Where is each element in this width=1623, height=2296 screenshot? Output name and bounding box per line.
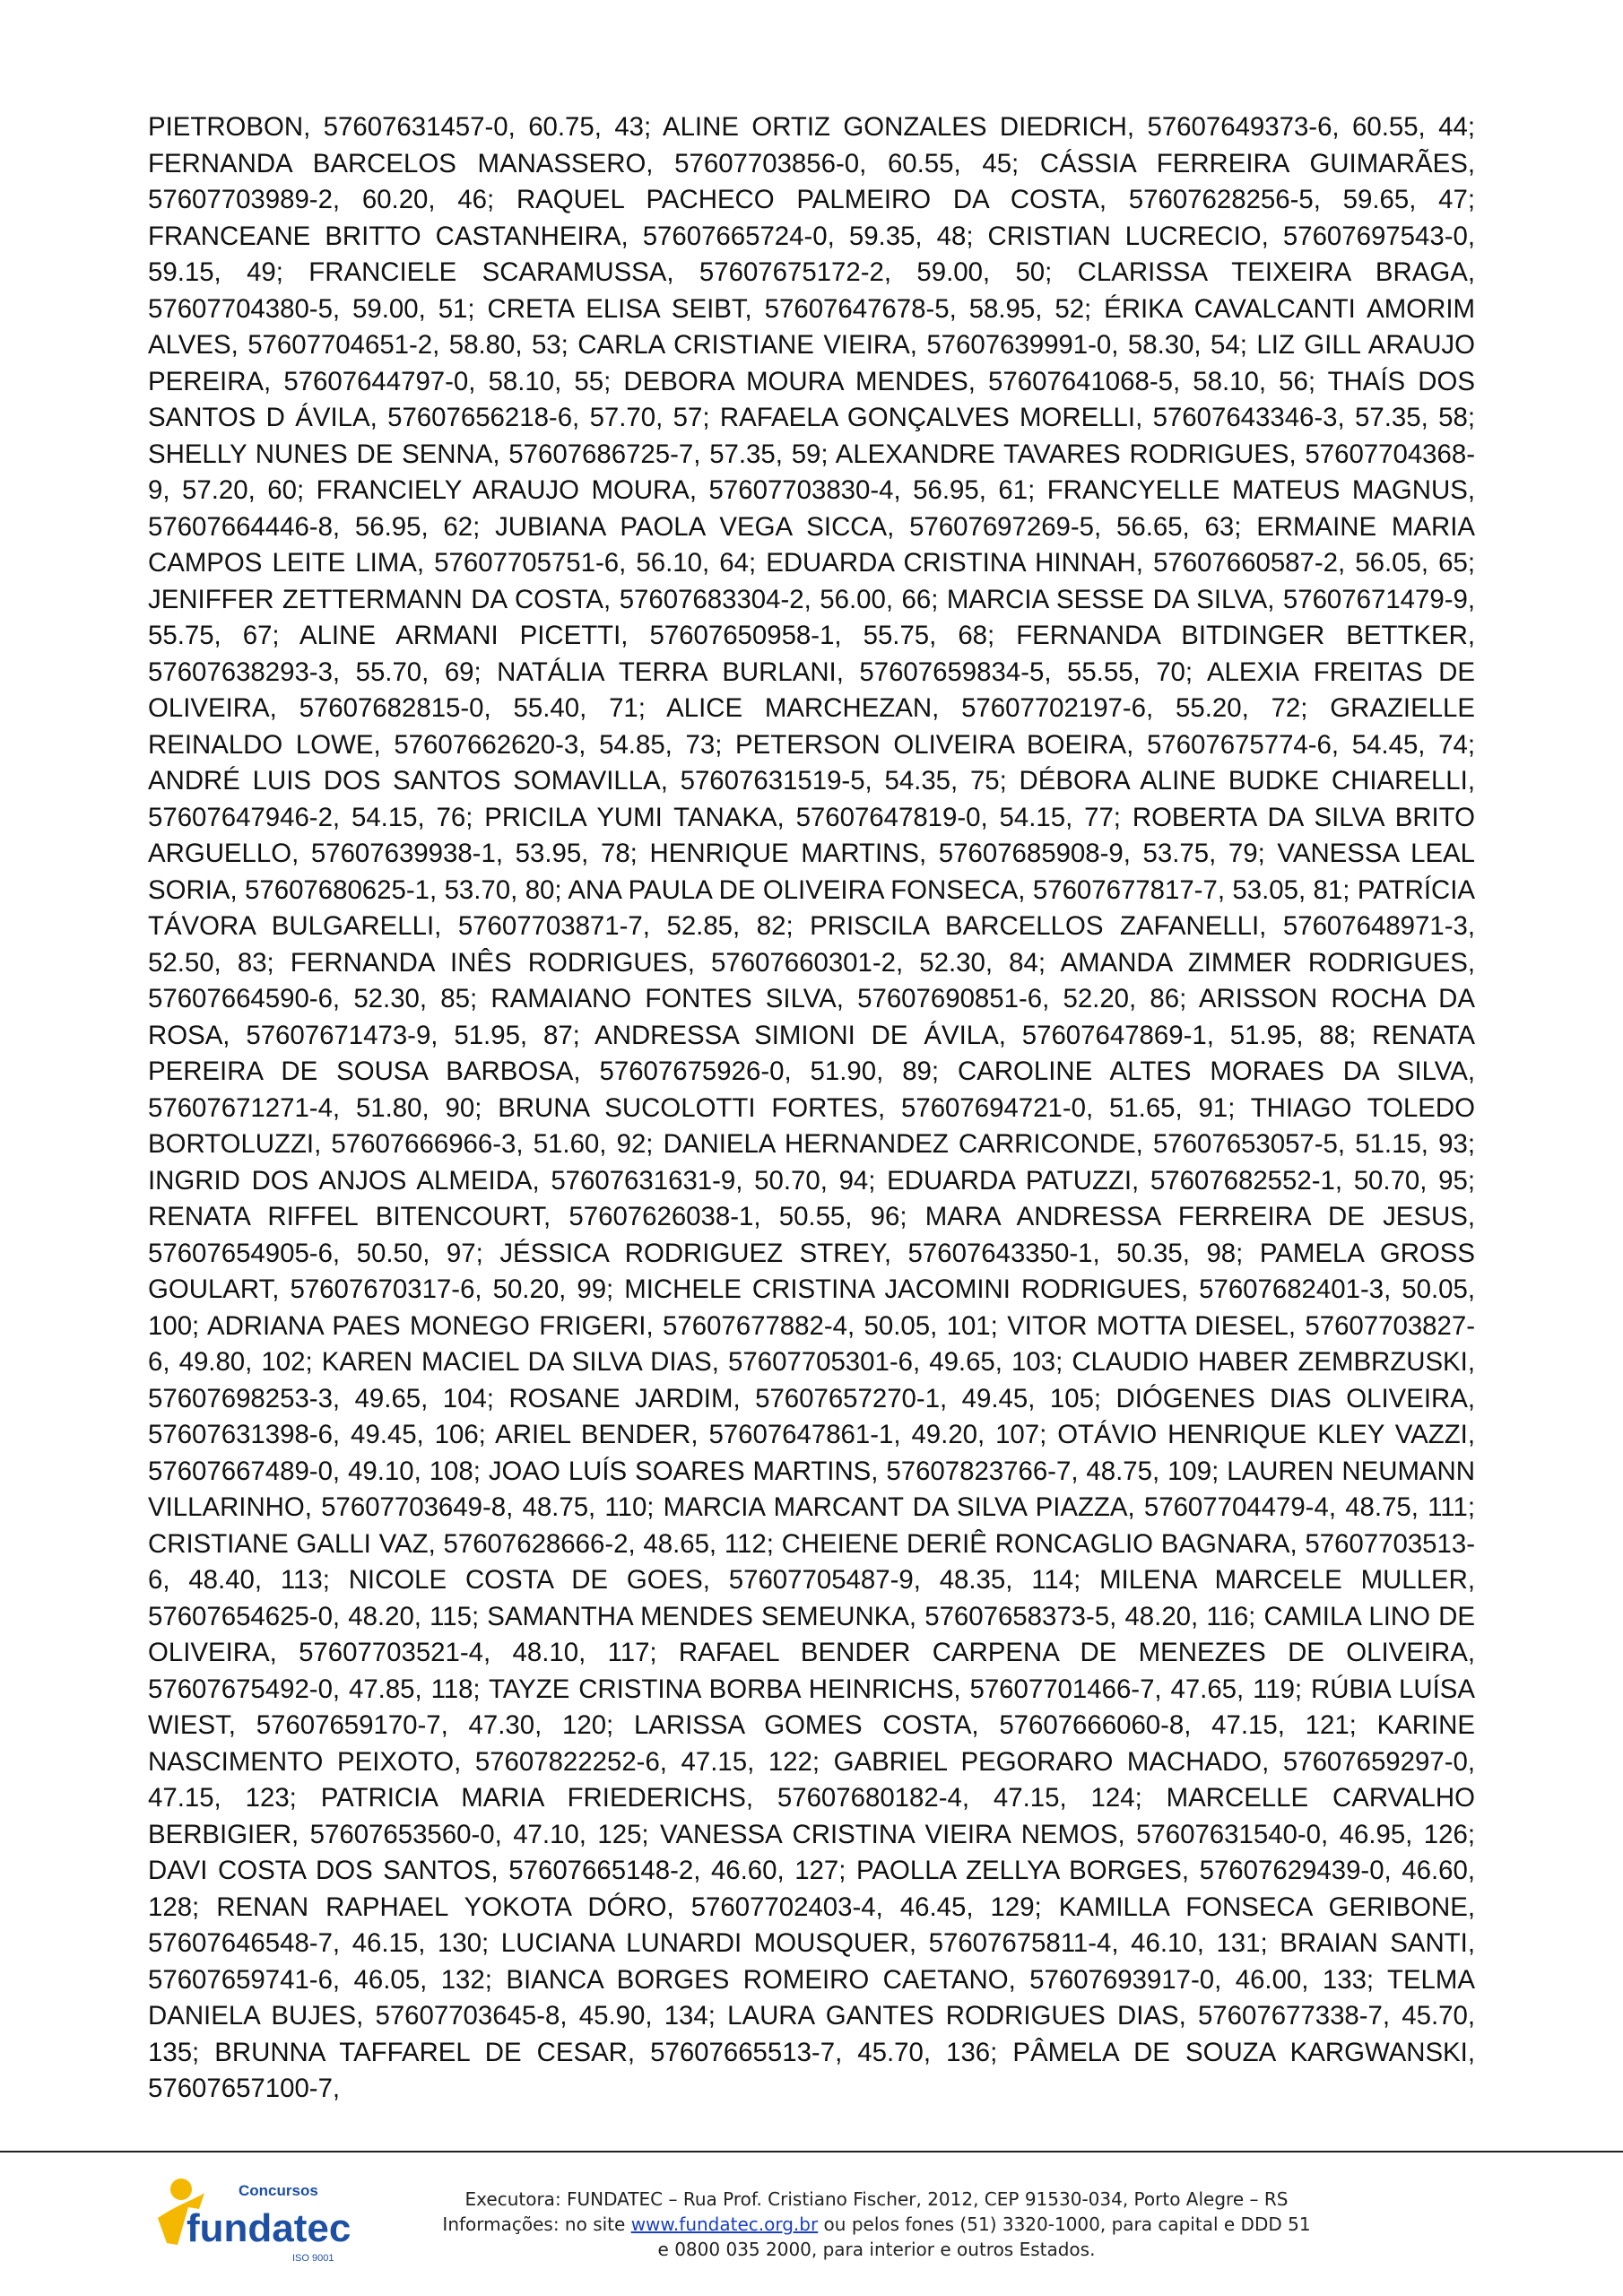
logo-brand-text: fundatec [187,2206,352,2250]
footer-info [377,2187,1376,2262]
footer-contact-prefix: Informações: no site [442,2213,631,2235]
logo-small-text: Concursos [239,2182,318,2199]
document-body [148,109,1475,2108]
fundatec-logo-icon [152,2166,359,2269]
footer-website-link[interactable]: www.fundatec.org.br [630,2213,819,2235]
footer-contact [377,2212,1376,2237]
results-paragraph: PIETROBON, 57607631457-0, 60.75, 43; ALINE ORTIZ GONZALES DIEDRICH, 57607649373-6, 60.55, 44; FERNANDA BARCELOS MANASSERO, 57607703856-0, 60.55, 45; CÁSSIA FERREIRA GUIMARÃES, 57607703989-2, 60.20, 46; RAQUEL PACHECO PALMEIRO DA COSTA, 57607628256-5, 59.65, 47; FRANCEANE BRITTO CASTANHEIRA, 57607665724-0, 59.35, 48; CRISTIAN LUCRECIO, 57607697543-0, 59.15, 49; FRANCIELE SCARAMUSSA, 57607675172-2, 59.00, 50; CLARISSA TEIXEIRA BRAGA, 57607704380-5, 59.00, 51; CRETA ELISA SEIBT, 57607647678-5, 58.95, 52; ÉRIKA CAVALCANTI AMORIM ALVES, 57607704651-2, 58.80, 53; CARLA CRISTIANE VIEIRA, 57607639991-0, 58.30, 54; LIZ GILL ARAUJO PEREIRA, 57607644797-0, 58.10, 55; DEBORA MOURA MENDES, 57607641068-5, 58.10, 56; THAÍS DOS SANTOS D ÁVILA, 57607656218-6, 57.70, 57; RAFAELA GONÇALVES MORELLI, 57607643346-3, 57.35, 58; SHELLY NUNES DE SENNA, 57607686725-7, 57.35, 59; ALEXANDRE TAVARES RODRIGUES, 57607704368-9, 57.20, 60; FRANCIELY ARAUJO MOURA, 57607703830-4, 56.95, 61; FRANCYELLE MATEUS MAGNUS, 57607664446-8, 56.95, 62; JUBIANA PAOLA VEGA SICCA, 57607697269-5, 56.65, 63; ERMAINE MARIA CAMPOS LEITE LIMA, 57607705751-6, 56.10, 64; EDUARDA CRISTINA HINNAH, 57607660587-2, 56.05, 65; JENIFFER ZETTERMANN DA COSTA, 57607683304-2, 56.00, 66; MARCIA SESSE DA SILVA, 57607671479-9, 55.75, 67; ALINE ARMANI PICETTI, 57607650958-1, 55.75, 68; FERNANDA BITDINGER BETTKER, 57607638293-3, 55.70, 69; NATÁLIA TERRA BURLANI, 57607659834-5, 55.55, 70; ALEXIA FREITAS DE OLIVEIRA, 57607682815-0, 55.40, 71; ALICE MARCHEZAN, 57607702197-6, 55.20, 72; GRAZIELLE REINALDO LOWE, 57607662620-3, 54.85, 73; PETERSON OLIVEIRA BOEIRA, 57607675774-6, 54.45, 74; ANDRÉ LUIS DOS SANTOS SOMAVILLA, 57607631519-5, 54.35, 75; DÉBORA ALINE BUDKE CHIARELLI, 57607647946-2, 54.15, 76; PRICILA YUMI TANAKA, 57607647819-0, 54.15, 77; ROBERTA DA SILVA BRITO ARGUELLO, 57607639938-1, 53.95, 78; HENRIQUE MARTINS, 57607685908-9, 53.75, 79; VANESSA LEAL SORIA, 57607680625-1, 53.70, 80; ANA PAULA DE OLIVEIRA FONSECA, 57607677817-7, 53.05, 81; PATRÍCIA TÁVORA BULGARELLI, 57607703871-7, 52.85, 82; PRISCILA BARCELLOS ZAFANELLI, 57607648971-3, 52.50, 83; FERNANDA INÊS RODRIGUES, 57607660301-2, 52.30, 84; AMANDA ZIMMER RODRIGUES, 57607664590-6, 52.30, 85; RAMAIANO FONTES SILVA, 57607690851-6, 52.20, 86; ARISSON ROCHA DA ROSA, 57607671473-9, 51.95, 87; ANDRESSA SIMIONI DE ÁVILA, 57607647869-1, 51.95, 88; RENATA PEREIRA DE SOUSA BARBOSA, 57607675926-0, 51.90, 89; CAROLINE ALTES MORAES DA SILVA, 57607671271-4, 51.80, 90; BRUNA SUCOLOTTI FORTES, 57607694721-0, 51.65, 91; THIAGO TOLEDO BORTOLUZZI, 57607666966-3, 51.60, 92; DANIELA HERNANDEZ CARRICONDE, 57607653057-5, 51.15, 93; INGRID DOS ANJOS ALMEIDA, 57607631631-9, 50.70, 94; EDUARDA PATUZZI, 57607682552-1, 50.70, 95; RENATA RIFFEL BITENCOURT, 57607626038-1, 50.55, 96; MARA ANDRESSA FERREIRA DE JESUS, 57607654905-6, 50.50, 97; JÉSSICA RODRIGUEZ STREY, 57607643350-1, 50.35, 98; PAMELA GROSS GOULART, 57607670317-6, 50.20, 99; MICHELE CRISTINA JACOMINI RODRIGUES, 57607682401-3, 50.05, 100; ADRIANA PAES MONEGO FRIGERI, 57607677882-4, 50.05, 101; VITOR MOTTA DIESEL, 57607703827-6, 49.80, 102; KAREN MACIEL DA SILVA DIAS, 57607705301-6, 49.65, 103; CLAUDIO HABER ZEMBRZUSKI, 57607698253-3, 49.65, 104; ROSANE JARDIM, 57607657270-1, 49.45, 105; DIÓGENES DIAS OLIVEIRA, 57607631398-6, 49.45, 106; ARIEL BENDER, 57607647861-1, 49.20, 107; OTÁVIO HENRIQUE KLEY VAZZI, 57607667489-0, 49.10, 108; JOAO LUÍS SOARES MARTINS, 57607823766-7, 48.75, 109; LAUREN NEUMANN VILLARINHO, 57607703649-8, 48.75, 110; MARCIA MARCANT DA SILVA PIAZZA, 57607704479-4, 48.75, 111; CRISTIANE GALLI VAZ, 57607628666-2, 48.65, 112; CHEIENE DERIÊ RONCAGLIO BAGNARA, 57607703513-6, 48.40, 113; NICOLE COSTA DE GOES, 57607705487-9, 48.35, 114; MILENA MARCELE MULLER, 57607654625-0, 48.20, 115; SAMANTHA MENDES SEMEUNKA, 57607658373-5, 48.20, 116; CAMILA LINO DE OLIVEIRA, 57607703521-4, 48.10, 117; RAFAEL BENDER CARPENA DE MENEZES DE OLIVEIRA, 57607675492-0, 47.85, 118; TAYZE CRISTINA BORBA HEINRICHS, 57607701466-7, 47.65, 119; RÚBIA LUÍSA WIEST, 57607659170-7, 47.30, 120; LARISSA GOMES COSTA, 57607666060-8, 47.15, 121; KARINE NASCIMENTO PEIXOTO, 57607822252-6, 47.15, 122; GABRIEL PEGORARO MACHADO, 57607659297-0, 47.15, 123; PATRICIA MARIA FRIEDERICHS, 57607680182-4, 47.15, 124; MARCELLE CARVALHO BERBIGIER, 57607653560-0, 47.10, 125; VANESSA CRISTINA VIEIRA NEMOS, 57607631540-0, 46.95, 126; DAVI COSTA DOS SANTOS, 57607665148-2, 46.60, 127; PAOLLA ZELLYA BORGES, 57607629439-0, 46.60, 128; RENAN RAPHAEL YOKOTA DÓRO, 57607702403-4, 46.45, 129; KAMILLA FONSECA GERIBONE, 57607646548-7, 46.15, 130; LUCIANA LUNARDI MOUSQUER, 57607675811-4, 46.10, 131; BRAIAN SANTI, 57607659741-6, 46.05, 132; BIANCA BORGES ROMEIRO CAETANO, 57607693917-0, 46.00, 133; TELMA DANIELA BUJES, 57607703645-8, 45.90, 134; LAURA GANTES RODRIGUES DIAS, 57607677338-7, 45.70, 135; BRUNNA TAFFAREL DE CESAR, 57607665513-7, 45.70, 136; PÂMELA DE SOUZA KARGWANSKI, 57607657100-7, [148,112,1475,2103]
footer-divider [0,2151,1623,2152]
footer-contact-suffix: ou pelos fones (51) 3320-1000, para capital e DDD 51 [818,2213,1311,2235]
fundatec-logo [152,2166,359,2269]
footer-phone: e 0800 035 2000, para interior e outros Estados. [657,2239,1096,2260]
logo-iso-text: ISO 9001 [292,2253,334,2264]
footer-address: Executora: FUNDATEC – Rua Prof. Cristiano Fischer, 2012, CEP 91530-034, Porto Alegre – RS [464,2188,1289,2210]
